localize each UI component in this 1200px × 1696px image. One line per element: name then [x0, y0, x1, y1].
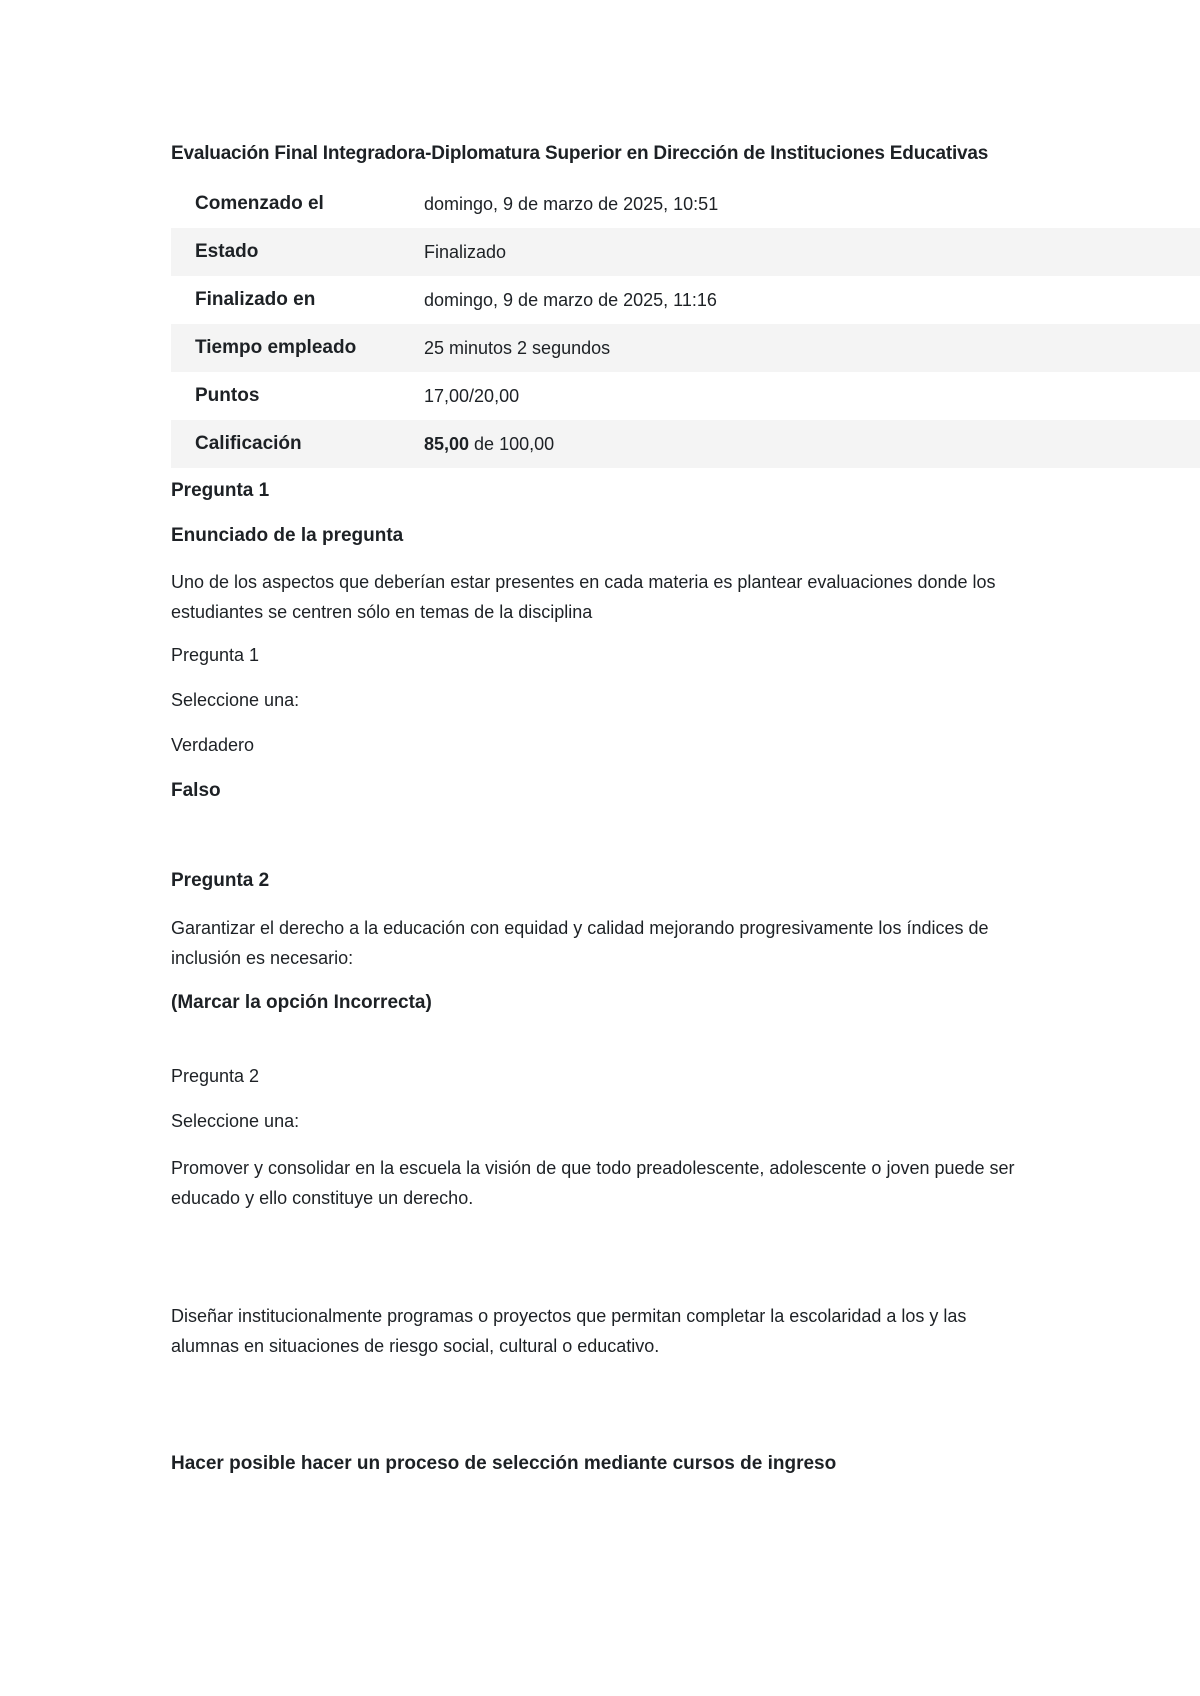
question-2-option-a[interactable]: Promover y consolidar en la escuela la visión de que todo preadolescente, adolescente o joven puede ser educado y ello constituye un derecho. — [171, 1158, 1015, 1208]
question-2-option-c[interactable]: Hacer posible hacer un proceso de selección mediante cursos de ingreso — [171, 1453, 837, 1474]
question-2-text: Garantizar el derecho a la educación con equidad y calidad mejorando progresivamente los índices de inclusión es necesario: — [171, 918, 989, 968]
summary-value: domingo, 9 de marzo de 2025, 11:16 — [424, 289, 717, 310]
question-2-instruction: (Marcar la opción Incorrecta) — [171, 992, 432, 1013]
question-1-option-false[interactable]: Falso — [171, 780, 221, 801]
attempt-summary-table — [171, 180, 1200, 468]
summary-row-time-taken — [171, 324, 1200, 372]
question-1-select-prompt: Seleccione una: — [171, 690, 300, 710]
summary-label: Tiempo empleado — [171, 324, 411, 372]
question-2-option-b[interactable]: Diseñar institucionalmente programas o proyectos que permitan completar la escolaridad a los y las alumnas en situaciones de riesgo social, cultural o educativo. — [171, 1306, 967, 1356]
summary-label: Calificación — [171, 420, 411, 468]
grade-total: de 100,00 — [469, 433, 555, 454]
summary-value: 17,00/20,00 — [424, 385, 520, 406]
question-1-option-true[interactable]: Verdadero — [171, 735, 255, 755]
summary-row-finished — [171, 276, 1200, 324]
summary-row-grade — [171, 420, 1200, 468]
summary-row-started — [171, 180, 1200, 228]
summary-label: Puntos — [195, 385, 260, 406]
grade-score: 85,00 — [424, 433, 470, 454]
question-1-statement-heading: Enunciado de la pregunta — [171, 525, 404, 546]
summary-value: Finalizado — [411, 228, 1200, 276]
summary-label: Estado — [171, 228, 411, 276]
question-2-label: Pregunta 2 — [171, 1066, 260, 1086]
summary-value: domingo, 9 de marzo de 2025, 10:51 — [424, 193, 719, 214]
question-1-text: Uno de los aspectos que deberían estar presentes en cada materia es plantear evaluaciones donde los estudiantes se centren sólo en temas de la disciplina — [171, 572, 996, 622]
summary-value — [411, 420, 1200, 468]
document-title: Evaluación Final Integradora-Diplomatura Superior en Dirección de Instituciones Educativas — [171, 143, 989, 164]
question-2-heading: Pregunta 2 — [171, 870, 270, 891]
question-2-select-prompt: Seleccione una: — [171, 1111, 300, 1131]
question-1-heading: Pregunta 1 — [171, 480, 270, 501]
summary-label: Finalizado en — [195, 289, 316, 310]
summary-row-points — [171, 372, 1200, 420]
summary-value: 25 minutos 2 segundos — [411, 324, 1200, 372]
summary-label: Comenzado el — [195, 193, 324, 214]
question-1-label: Pregunta 1 — [171, 645, 260, 665]
summary-row-status — [171, 228, 1200, 276]
